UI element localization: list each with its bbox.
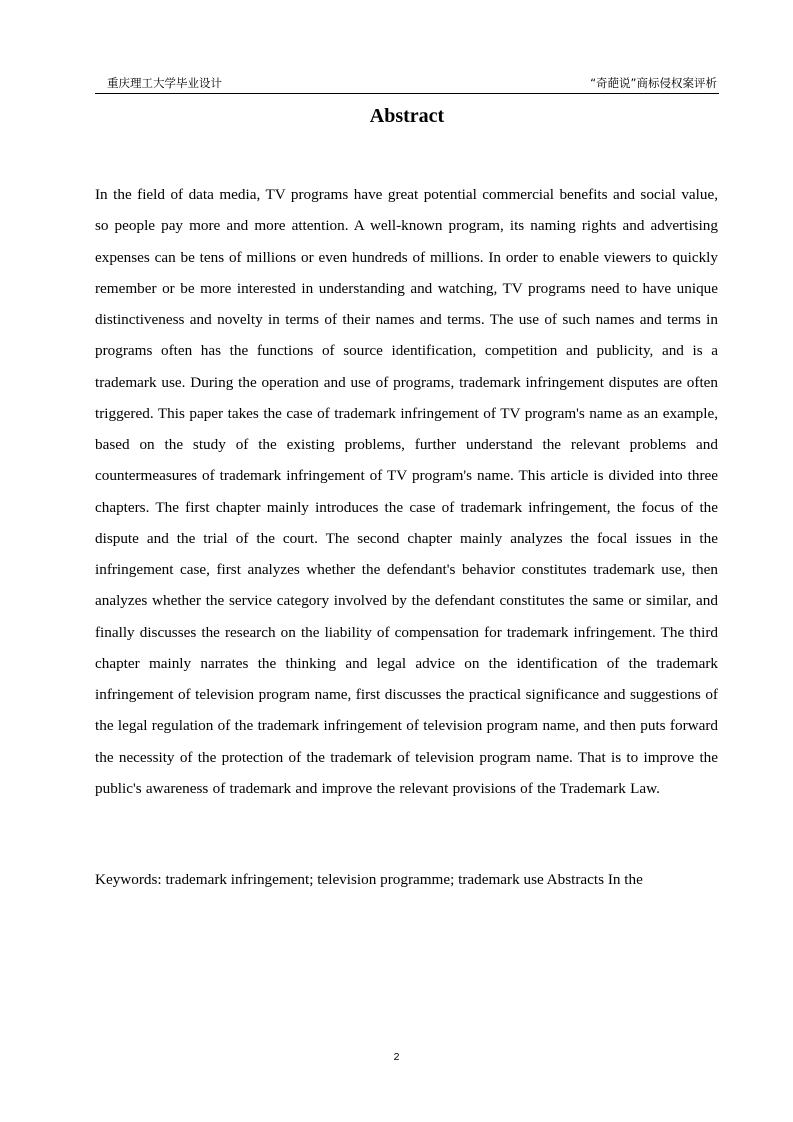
keywords-line: Keywords: trademark infringement; television programme; trademark use Abstracts In the <box>95 871 643 888</box>
header-thesis-label: 重庆理工大学毕业设计 <box>107 76 222 90</box>
abstract-body: In the field of data media, TV programs have great potential commercial benefits and social value, so people pay more and more attention. A well-known program, its naming rights and advertising expenses can be tens of millions or even hundreds of millions. In order to enable viewers to quickly remember or be more interested in understanding and watching, TV programs need to have unique distinctiveness and novelty in terms of their names and terms. The use of such names and terms in programs often has the functions of source identification, competition and publicity, and is a trademark use. During the operation and use of programs, trademark infringement disputes are often triggered. This paper takes the case of trademark infringement of TV program's name as an example, based on the study of the existing problems, further understand the relevant problems and countermeasures of trademark infringement of TV program's name. This article is divided into three chapters. The first chapter mainly introduces the case of trademark infringement, the focus of the dispute and the trial of the court. The second chapter mainly analyzes the focal issues in the infringement case, first analyzes whether the defendant's behavior constitutes trademark use, then analyzes whether the service category involved by the defendant constitutes the same or similar, and finally discusses the research on the liability of compensation for trademark infringement. The third chapter mainly narrates the thinking and legal advice on the identification of the trademark infringement of television program name, first discusses the practical significance and suggestions of the legal regulation of the trademark infringement of television program name, and then puts forward the necessity of the protection of the trademark of television program name. That is to improve the public's awareness of trademark and improve the relevant provisions of the Trademark Law. <box>95 186 718 797</box>
abstract-title: Abstract <box>369 105 445 127</box>
header-paper-title: “奇葩说”商标侵权案评析 <box>590 76 717 90</box>
page-number: 2 <box>393 1051 400 1063</box>
page-header <box>95 74 719 94</box>
